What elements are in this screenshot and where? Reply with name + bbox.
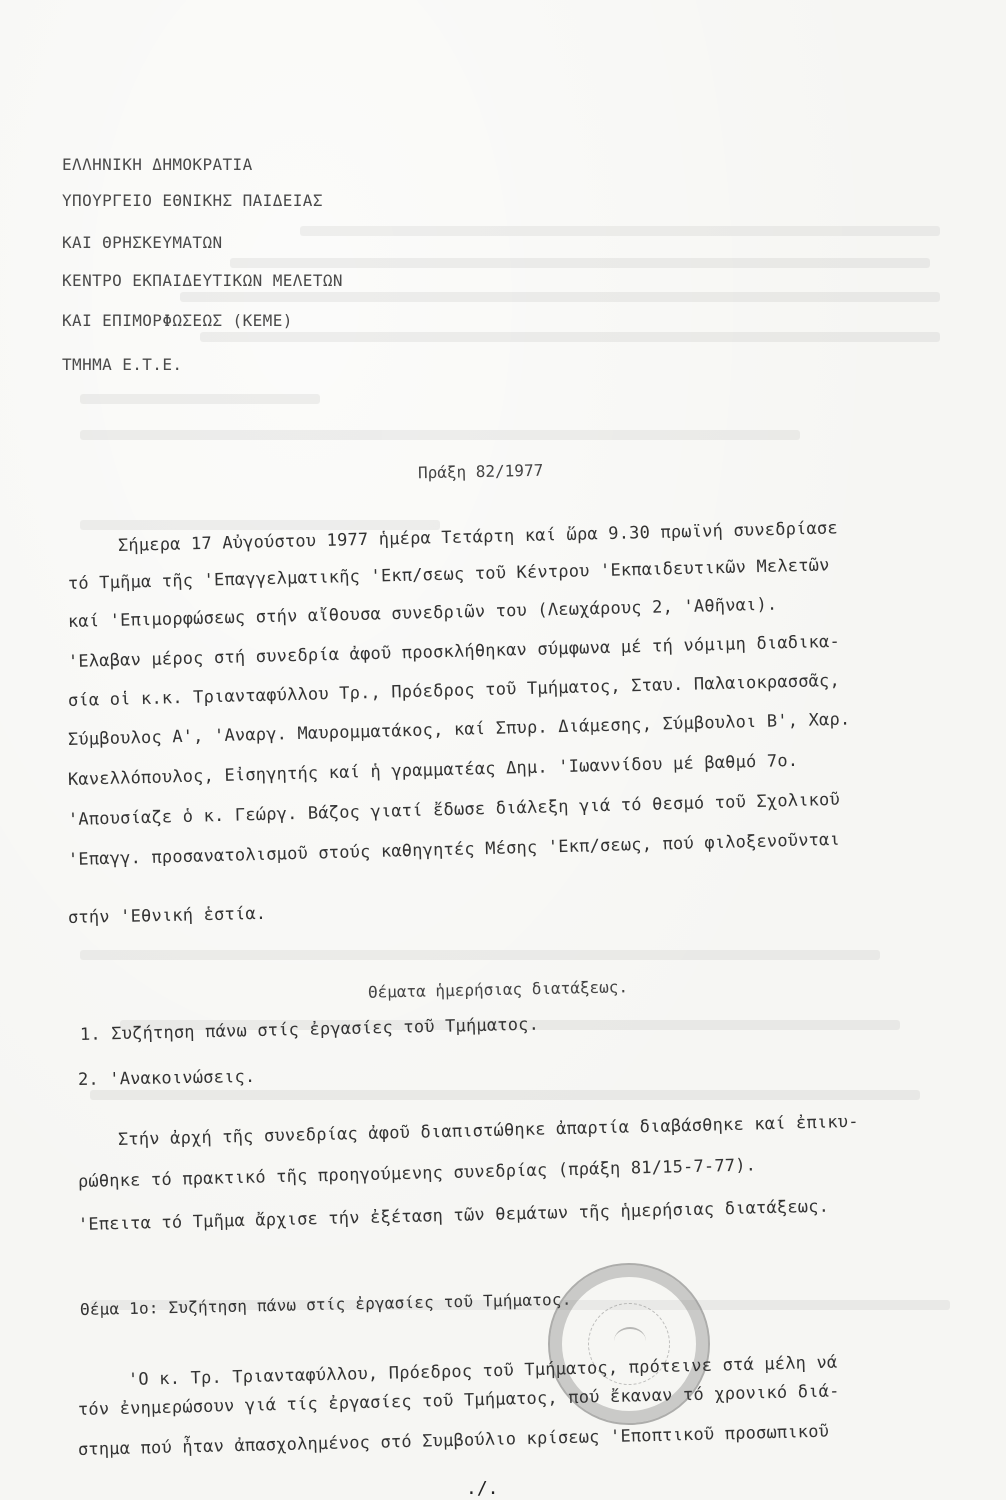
opening-line: ρώθηκε τό πρακτικό τῆς προηγούμενης συνεδρίας (πράξη 81/15-7-77). bbox=[77, 1155, 757, 1192]
intro-line: 'Ελαβαν μέρος στή συνεδρία ἀφοῦ προσκλήθηκαν σύμφωνα μέ τή νόμιμη διαδικα- bbox=[67, 631, 841, 672]
page-continuation-marker: ./. bbox=[466, 1478, 499, 1499]
intro-line: 'Απουσίαζε ὁ κ. Γεώργ. Βάζος γιατί ἔδωσε διάλεξη γιά τό θεσμό τοῦ Σχολικοῦ bbox=[67, 789, 841, 830]
header-department: ΤΜΗΜΑ Ε.Τ.Ε. bbox=[62, 355, 183, 374]
header-republic: ΕΛΛΗΝΙΚΗ ΔΗΜΟΚΡΑΤΙΑ bbox=[62, 155, 253, 174]
topic1-heading: Θέμα 1ο: Συζήτηση πάνω στίς ἐργασίες τοῦ Τμήματος. bbox=[79, 1289, 572, 1319]
agenda-item-1: 1. Συζήτηση πάνω στίς ἐργασίες τοῦ Τμήματος. bbox=[79, 1014, 540, 1045]
topic1-line: τόν ἐνημερώσουν γιά τίς ἐργασίες τοῦ Τμήματος, πού ἔκαναν τό χρονικό διά- bbox=[77, 1381, 840, 1420]
opening-line: Στήν ἀρχή τῆς συνεδρίας ἀφοῦ διαπιστώθηκε ἀπαρτία διαβάσθηκε καί ἐπικυ- bbox=[117, 1111, 859, 1150]
header-ministry-cont: ΚΑΙ ΘΡΗΣΚΕΥΜΑΤΩΝ bbox=[62, 233, 223, 252]
agenda-title: Θέματα ἡμερήσιας διατάξεως. bbox=[367, 977, 629, 1002]
header-center-cont: ΚΑΙ ΕΠΙΜΟΡΦΩΣΕΩΣ (ΚΕΜΕ) bbox=[62, 311, 293, 330]
intro-line: σία οἱ κ.κ. Τριανταφύλλου Τρ., Πρόεδρος τοῦ Τμήματος, Σταυ. Παλαιοκρασσᾶς, bbox=[67, 670, 841, 711]
intro-line: Σήμερα 17 Αὐγούστου 1977 ἡμέρα Τετάρτη καί ὥρα 9.30 πρωϊνή συνεδρίασε bbox=[117, 518, 839, 556]
header-center: ΚΕΝΤΡΟ ΕΚΠΑΙΔΕΥΤΙΚΩΝ ΜΕΛΕΤΩΝ bbox=[62, 271, 343, 290]
intro-line: καί 'Επιμορφώσεως στήν αἴθουσα συνεδριῶν του (Λεωχάρους 2, 'Αθῆναι). bbox=[67, 594, 778, 632]
opening-line: 'Επειτα τό Τμῆμα ἄρχισε τήν ἐξέταση τῶν θεμάτων τῆς ἡμερήσιας διατάξεως. bbox=[77, 1196, 830, 1235]
topic1-line: στημα πού ἦταν ἀπασχολημένος στό Συμβούλιο κρίσεως 'Εποπτικοῦ προσωπικοῦ bbox=[77, 1421, 830, 1460]
intro-line: Σύμβουλος Α', 'Αναργ. Μαυρομματάκος, καί Σπυρ. Διάμεσης, Σύμβουλοι Β', Χαρ. bbox=[67, 709, 851, 750]
stamp-emblem bbox=[614, 1327, 646, 1355]
agenda-item-2: 2. 'Ανακοινώσεις. bbox=[77, 1066, 256, 1090]
intro-line: Κανελλόπουλος, Εἰσηγητής καί ἡ γραμματέας Δημ. 'Ιωαννίδου μέ βαθμό 7ο. bbox=[67, 750, 799, 790]
intro-line: τό Τμῆμα τῆς 'Επαγγελματικῆς 'Εκπ/σεως τοῦ Κέντρου 'Εκπαιδευτικῶν Μελετῶν bbox=[67, 555, 830, 594]
act-title: Πράξη 82/1977 bbox=[417, 460, 544, 483]
intro-line: στήν 'Εθνική ἑστία. bbox=[67, 903, 267, 928]
topic1-line: 'Ο κ. Τρ. Τριανταφύλλου, Πρόεδρος τοῦ Τμήματος, πρότεινε στά μέλη νά bbox=[127, 1352, 838, 1390]
intro-line: 'Επαγγ. προσανατολισμοῦ στούς καθηγητές Μέσης 'Εκπ/σεως, πού φιλοξενοῦνται bbox=[67, 829, 841, 870]
header-ministry: ΥΠΟΥΡΓΕΙΟ ΕΘΝΙΚΗΣ ΠΑΙΔΕΙΑΣ bbox=[62, 191, 323, 210]
